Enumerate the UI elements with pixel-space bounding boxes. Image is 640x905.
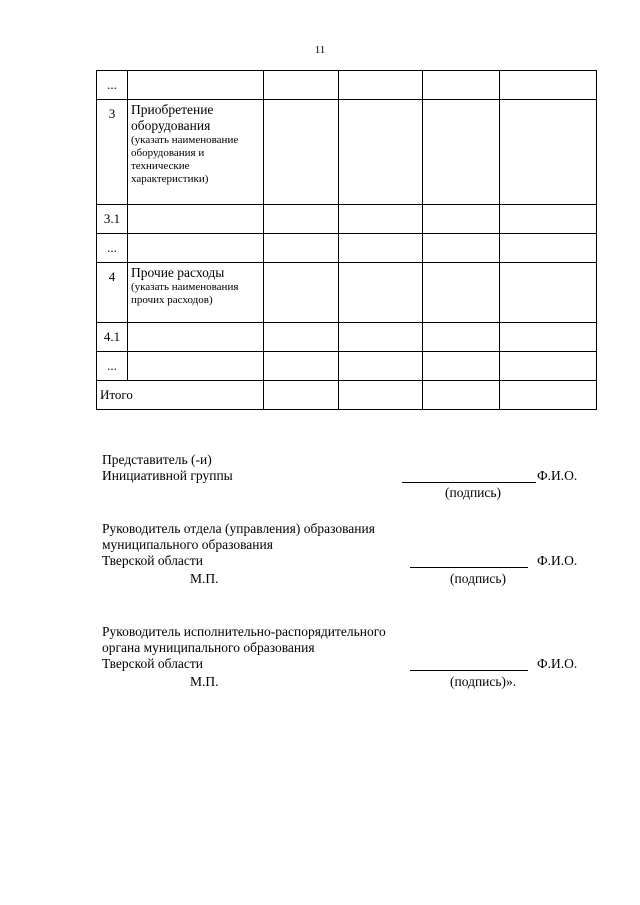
row-number: 4.1	[97, 323, 128, 352]
table-row	[97, 100, 597, 205]
item-note: (указать наименования прочих расходов)	[131, 281, 239, 306]
row-number: ...	[97, 234, 128, 263]
initiative-group-label: Инициативной группы	[102, 468, 233, 483]
signature-caption: (подпись)».	[450, 674, 517, 689]
table-row	[97, 323, 597, 352]
item-cell	[128, 323, 264, 352]
fio-label: Ф.И.О.	[537, 553, 578, 568]
representative-label: Представитель (-и)	[102, 452, 212, 467]
signature-line	[410, 567, 528, 568]
item-cell	[128, 352, 264, 381]
table-row	[97, 234, 597, 263]
item-cell	[128, 205, 264, 234]
table-row	[97, 352, 597, 381]
item-cell	[128, 71, 264, 100]
signature-line	[410, 670, 528, 671]
table-row	[97, 71, 597, 100]
signature-line	[402, 482, 536, 483]
stamp-label: М.П.	[190, 571, 219, 586]
fio-label: Ф.И.О.	[537, 656, 578, 671]
signature-caption: (подпись)	[450, 571, 507, 586]
fio-label: Ф.И.О.	[537, 468, 578, 483]
signature-caption: (подпись)	[445, 485, 502, 500]
item-title: Прочие расходы	[131, 265, 225, 280]
row-number: 3	[97, 100, 128, 205]
page-number: 11	[314, 44, 326, 56]
budget-table	[96, 70, 597, 410]
item-note: (указать наименование оборудования и технические характеристики)	[131, 134, 239, 185]
table-row	[97, 263, 597, 323]
executive-head-label: Руководитель исполнительно-распорядительного	[102, 624, 386, 639]
row-number: 3.1	[97, 205, 128, 234]
row-number: ...	[97, 71, 128, 100]
total-row	[97, 381, 597, 410]
item-cell	[128, 234, 264, 263]
region-label: Тверской области	[102, 656, 203, 671]
item-title: Приобретение оборудования	[131, 102, 214, 133]
municipality-label: муниципального образования	[102, 537, 273, 552]
municipal-organ-label: органа муниципального образования	[102, 640, 315, 655]
row-number: ...	[97, 352, 128, 381]
stamp-label: М.П.	[190, 674, 219, 689]
total-label: Итого	[97, 381, 264, 410]
row-number: 4	[97, 263, 128, 323]
item-cell	[128, 263, 264, 323]
table-row	[97, 205, 597, 234]
education-head-label: Руководитель отдела (управления) образования	[102, 521, 375, 536]
region-label: Тверской области	[102, 553, 203, 568]
item-cell	[128, 100, 264, 205]
